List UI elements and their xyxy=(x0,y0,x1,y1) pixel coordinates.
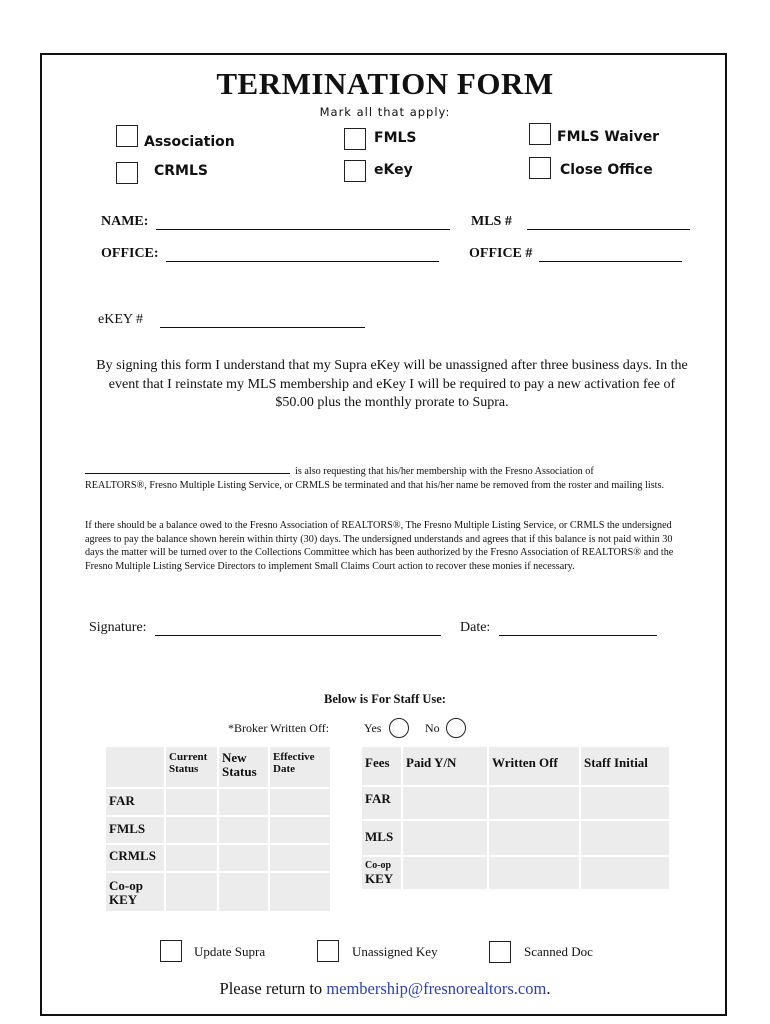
scanned-doc-label: Scanned Doc xyxy=(524,944,593,959)
yes-label: Yes xyxy=(364,721,382,735)
table-cell[interactable] xyxy=(581,821,669,855)
fmls-waiver-checkbox[interactable] xyxy=(529,123,551,145)
close-office-label: Close Office xyxy=(560,162,653,178)
no-label: No xyxy=(425,721,440,735)
status-table-header-current: Current Status xyxy=(166,747,217,787)
name-field[interactable] xyxy=(156,229,450,230)
ekey-label: eKey xyxy=(374,162,413,178)
table-cell[interactable] xyxy=(219,845,268,871)
fees-row-key-label: KEY xyxy=(365,871,394,886)
office-number-label: OFFICE # xyxy=(469,246,533,261)
table-cell[interactable] xyxy=(403,821,487,855)
fmls-label: FMLS xyxy=(374,130,417,146)
table-cell[interactable] xyxy=(489,821,579,855)
ekey-number-label: eKEY # xyxy=(98,312,143,327)
staff-use-heading: Below is For Staff Use: xyxy=(324,692,446,706)
ekey-number-field[interactable] xyxy=(160,327,365,328)
name-label: NAME: xyxy=(101,214,149,229)
broker-written-off-label: *Broker Written Off: xyxy=(228,721,330,735)
status-table-header-effective: Effective Date xyxy=(270,747,330,787)
fees-row-mls: MLS xyxy=(362,821,401,855)
table-cell[interactable] xyxy=(166,789,217,815)
table-cell[interactable] xyxy=(489,787,579,819)
mls-number-field[interactable] xyxy=(527,229,690,230)
crmls-checkbox[interactable] xyxy=(116,162,138,184)
request-text-rest: REALTORS®, Fresno Multiple Listing Service, or CRMLS be terminated and that his/her name be removed from the roster and mailing lists. xyxy=(85,480,664,491)
request-text-line1: is also requesting that his/her membership with the Fresno Association of xyxy=(295,466,594,477)
table-cell[interactable] xyxy=(581,787,669,819)
status-row-far: FAR xyxy=(106,789,164,815)
fmls-waiver-label: FMLS Waiver xyxy=(557,129,660,145)
table-cell[interactable] xyxy=(166,845,217,871)
balance-text: If there should be a balance owed to the Fresno Association of REALTORS®, The Fresno Multiple Listing Service, or CRMLS the undersigned agrees to pay the balance shown herein within thirty (30) days. The undersigned understands and agrees that if this balance is not paid within 30 days the matter will be turned over to the Collections Committee which has been authorized by the Fresno Association of REALTORS® and the Fresno Multiple Listing Service Directors to implement Small Claims Court action to recover these monies if necessary. xyxy=(85,520,674,572)
member-name-field[interactable] xyxy=(85,473,290,474)
supra-statement: By signing this form I understand that my Supra eKey will be unassigned after three business days. In the event that I reinstate my MLS membership and eKey I will be required to pay a new activation fee of $50.00 plus the monthly prorate to Supra. xyxy=(96,358,688,410)
table-cell[interactable] xyxy=(403,857,487,889)
form-title: TERMINATION FORM xyxy=(216,66,554,101)
table-cell[interactable] xyxy=(581,857,669,889)
fees-table xyxy=(360,745,671,891)
return-suffix: . xyxy=(546,979,551,998)
table-cell[interactable] xyxy=(270,873,330,911)
update-supra-checkbox[interactable] xyxy=(160,940,182,962)
status-row-crmls: CRMLS xyxy=(106,845,164,871)
fees-row-coop-key xyxy=(362,857,401,889)
status-table-header-blank xyxy=(106,747,164,787)
status-table-header-new: New Status xyxy=(219,747,268,787)
return-email-link[interactable]: membership@fresnorealtors.com xyxy=(326,979,547,998)
scanned-doc-checkbox[interactable] xyxy=(489,941,511,963)
table-cell[interactable] xyxy=(219,789,268,815)
close-office-checkbox[interactable] xyxy=(529,157,551,179)
signature-label: Signature: xyxy=(89,620,147,635)
status-table xyxy=(104,745,332,913)
update-supra-label: Update Supra xyxy=(194,944,266,959)
unassigned-key-checkbox[interactable] xyxy=(317,940,339,962)
table-cell[interactable] xyxy=(270,817,330,843)
table-cell[interactable] xyxy=(270,789,330,815)
fees-table-header-fees: Fees xyxy=(362,747,401,785)
fees-row-far: FAR xyxy=(362,787,401,819)
table-cell[interactable] xyxy=(403,787,487,819)
fees-table-header-paid: Paid Y/N xyxy=(403,747,487,785)
table-cell[interactable] xyxy=(219,817,268,843)
status-row-coop-key: Co-op KEY xyxy=(106,873,164,911)
office-number-field[interactable] xyxy=(539,261,682,262)
unassigned-key-label: Unassigned Key xyxy=(352,944,438,959)
fees-table-header-staff-initial: Staff Initial xyxy=(581,747,669,785)
status-row-fmls: FMLS xyxy=(106,817,164,843)
yes-radio[interactable] xyxy=(389,718,409,738)
office-label: OFFICE: xyxy=(101,246,159,261)
signature-field[interactable] xyxy=(155,635,441,636)
table-cell[interactable] xyxy=(166,873,217,911)
date-label: Date: xyxy=(460,620,491,635)
date-field[interactable] xyxy=(499,635,657,636)
office-field[interactable] xyxy=(166,261,439,262)
fees-table-header-written-off: Written Off xyxy=(489,747,579,785)
no-radio[interactable] xyxy=(446,718,466,738)
fmls-checkbox[interactable] xyxy=(344,128,366,150)
return-instructions xyxy=(0,979,770,999)
table-cell[interactable] xyxy=(166,817,217,843)
form-subtitle: Mark all that apply: xyxy=(319,105,451,119)
mls-number-label: MLS # xyxy=(471,214,512,229)
association-checkbox[interactable] xyxy=(116,125,138,147)
table-cell[interactable] xyxy=(270,845,330,871)
fees-row-coop-label: Co-op xyxy=(365,860,392,871)
table-cell[interactable] xyxy=(489,857,579,889)
association-label: Association xyxy=(144,134,235,150)
crmls-label: CRMLS xyxy=(154,163,208,179)
table-cell[interactable] xyxy=(219,873,268,911)
ekey-checkbox[interactable] xyxy=(344,160,366,182)
return-prefix: Please return to xyxy=(219,979,327,998)
